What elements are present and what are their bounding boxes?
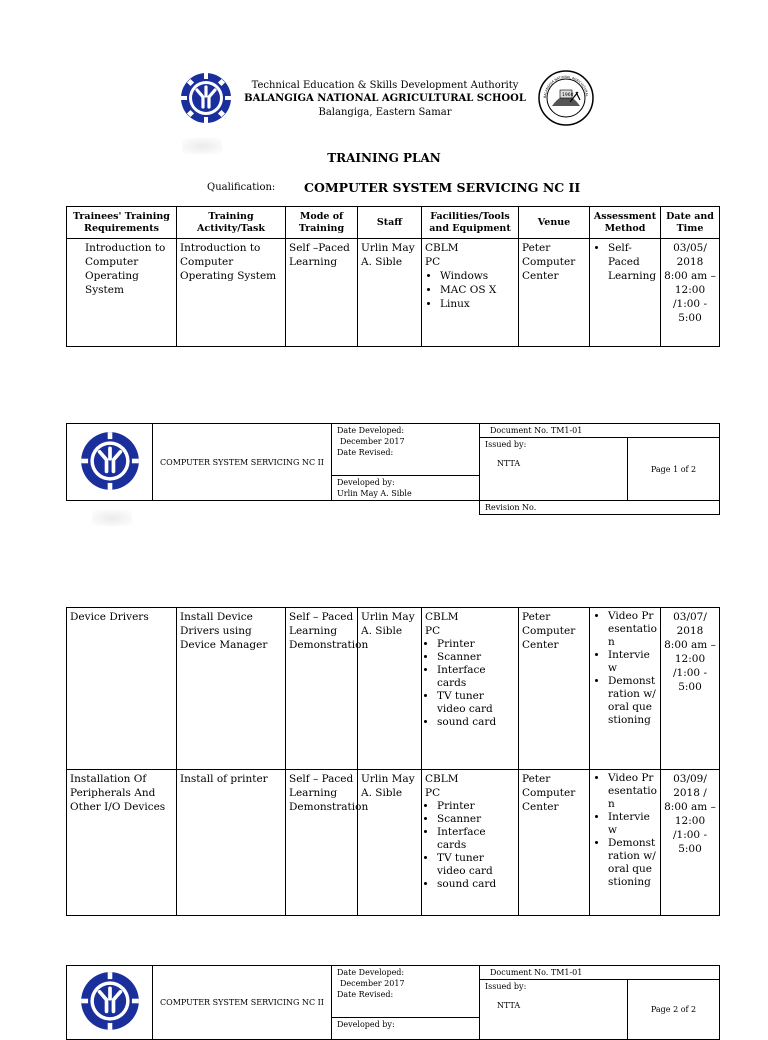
list-item: • Self-Paced Learning	[608, 241, 657, 283]
date-developed: December 2017	[340, 979, 405, 988]
list-item: • sound card	[437, 878, 515, 891]
qualification-value: COMPUTER SYSTEM SERVICING NC II	[304, 180, 581, 195]
cell-mode: Self – Paced Learning Demonstration	[286, 608, 358, 770]
cell-assessment	[590, 770, 661, 916]
footer-qualification: COMPUTER SYSTEM SERVICING NC II	[153, 966, 332, 1040]
cell-staff: Urlin May A. Sible	[358, 239, 422, 347]
table-row	[67, 770, 720, 916]
list-item: • Printer	[437, 638, 515, 651]
page-title: TRAINING PLAN	[327, 151, 441, 165]
list-item: • MAC OS X	[440, 283, 515, 297]
developed-by-label: Developed by:	[337, 478, 395, 487]
footer-issued	[480, 980, 628, 1040]
table-row	[67, 239, 720, 347]
footer-document-no: Document No. TM1-01	[480, 966, 720, 980]
list-item: • Demonstration w/ oral questioning	[608, 837, 657, 889]
col-header-staff: Staff	[358, 207, 422, 239]
footer-dates	[332, 966, 480, 1018]
list-item: • Interface cards	[437, 664, 515, 690]
document-footer	[66, 423, 720, 515]
cell-mode: Self – Paced Learning Demonstration	[286, 770, 358, 916]
cell-facilities	[422, 770, 519, 916]
list-item: • TV tuner video card	[437, 852, 515, 878]
date-developed: December 2017	[340, 437, 405, 446]
col-header-activity: Training Activity/Task	[177, 207, 286, 239]
facilities-pc: PC	[425, 787, 441, 799]
cell-activity: Introduction to Computer Operating System	[177, 239, 286, 347]
date-revised-label: Date Revised:	[337, 990, 394, 999]
svg-text:BALANGIGA NATIONAL AGRICULTURA: BALANGIGA NATIONAL AGRICULTURAL	[542, 74, 589, 99]
footer-logo-cell	[67, 424, 153, 501]
cell-activity: Install of printer	[177, 770, 286, 916]
cell-activity: Install Device Drivers using Device Manager	[177, 608, 286, 770]
footer-revision: Revision No.	[480, 501, 720, 515]
issued-by-label: Issued by:	[485, 982, 527, 991]
cell-requirement: Introduction to Computer Operating System	[67, 239, 177, 347]
document-footer-page2	[66, 965, 720, 1040]
cell-venue: Peter Computer Center	[519, 770, 590, 916]
list-item: • Scanner	[437, 813, 515, 826]
cell-datetime: 03/07/ 2018 8:00 am – 12:00 /1:00 - 5:00	[661, 608, 720, 770]
footer-issued	[480, 438, 628, 501]
training-plan-table	[66, 206, 720, 347]
list-item: • Linux	[440, 297, 515, 311]
footer-dates	[332, 424, 480, 476]
issued-by: NTTA	[497, 459, 521, 468]
cell-mode: Self –Paced Learning	[286, 239, 358, 347]
tesda-logo	[80, 431, 140, 491]
school-name: BALANGIGA NATIONAL AGRICULTURAL SCHOOL	[244, 93, 526, 104]
date-developed-label: Date Developed:	[337, 426, 405, 435]
list-item: • Video Presentation	[608, 772, 657, 811]
date-revised-label: Date Revised:	[337, 448, 394, 457]
cell-staff: Urlin May A. Sible	[358, 608, 422, 770]
list-item: • Video Presentation	[608, 610, 657, 649]
col-header-facilities: Facilities/Tools and Equipment	[422, 207, 519, 239]
facilities-cblm: CBLM	[425, 242, 459, 254]
col-header-mode: Mode of Training	[286, 207, 358, 239]
footer-qualification: COMPUTER SYSTEM SERVICING NC II	[153, 424, 332, 501]
footer-page: Page 1 of 2	[628, 438, 720, 501]
list-item: • Interview	[608, 649, 657, 675]
list-item: • sound card	[437, 716, 515, 729]
cell-requirement: Device Drivers	[67, 608, 177, 770]
list-item: • Printer	[437, 800, 515, 813]
footer-developer	[332, 1018, 480, 1040]
list-item: • Interview	[608, 811, 657, 837]
cell-requirement: Installation Of Peripherals And Other I/O Devices	[67, 770, 177, 916]
tesda-logo	[80, 971, 140, 1031]
date-developed-label: Date Developed:	[337, 968, 405, 977]
facilities-cblm: CBLM	[425, 611, 459, 623]
table-row	[67, 608, 720, 770]
cell-facilities	[422, 239, 519, 347]
facilities-pc: PC	[425, 625, 441, 637]
cell-datetime: 03/05/ 2018 8:00 am – 12:00 /1:00 - 5:00	[661, 239, 720, 347]
cell-staff: Urlin May A. Sible	[358, 770, 422, 916]
footer-document-no: Document No. TM1-01	[480, 424, 720, 438]
developed-by: Urlin May A. Sible	[337, 489, 412, 498]
cell-venue: Peter Computer Center	[519, 608, 590, 770]
cell-datetime: 03/09/ 2018 / 8:00 am – 12:00 /1:00 - 5:00	[661, 770, 720, 916]
facilities-pc: PC	[425, 256, 441, 268]
issued-by: NTTA	[497, 1001, 521, 1010]
cell-venue: Peter Computer Center	[519, 239, 590, 347]
svg-text:1960: 1960	[562, 93, 574, 98]
col-header-requirements: Trainees' Training Requirements	[67, 207, 177, 239]
cell-assessment	[590, 239, 661, 347]
col-header-assessment: Assessment Method	[590, 207, 661, 239]
list-item: • Scanner	[437, 651, 515, 664]
col-header-datetime: Date and Time	[661, 207, 720, 239]
training-plan-table-page2	[66, 607, 720, 916]
footer-developer	[332, 476, 480, 501]
list-item: • TV tuner video card	[437, 690, 515, 716]
developed-by-label: Developed by:	[337, 1020, 395, 1029]
footer-page: Page 2 of 2	[628, 980, 720, 1040]
qualification-label: Qualification:	[207, 182, 276, 193]
cell-assessment	[590, 608, 661, 770]
footer-logo-cell	[67, 966, 153, 1040]
cell-facilities	[422, 608, 519, 770]
issued-by-label: Issued by:	[485, 440, 527, 449]
list-item: • Demonstration w/ oral questioning	[608, 675, 657, 727]
school-location: Balangiga, Eastern Samar	[318, 107, 452, 118]
list-item: • Windows	[440, 269, 515, 283]
agency-name: Technical Education & Skills Development Authority	[251, 80, 519, 91]
facilities-cblm: CBLM	[425, 773, 459, 785]
list-item: • Interface cards	[437, 826, 515, 852]
col-header-venue: Venue	[519, 207, 590, 239]
